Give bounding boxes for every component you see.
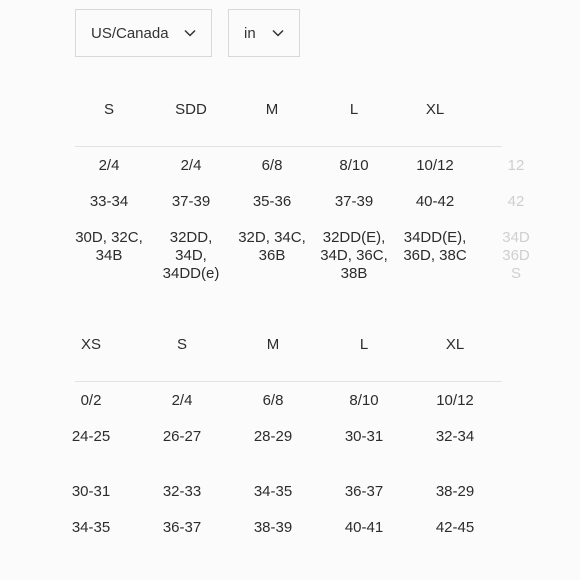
table-cell: 30D, 32C, 34B (75, 229, 143, 264)
chevron-down-icon (184, 27, 196, 39)
column-header: S (103, 101, 114, 118)
table-cell: 6/8 (262, 392, 284, 409)
column-header: XS (80, 336, 101, 353)
table-cell: 36-37 (162, 519, 202, 536)
table-cell: 24-25 (71, 428, 111, 445)
column-header: XL (425, 101, 445, 118)
header-divider (75, 146, 502, 147)
table-cell: 12 (507, 157, 525, 174)
column-header: S (176, 336, 187, 353)
column-header: XL (445, 336, 465, 353)
table-cell: 32DD(E), 34D, 36C, 38B (320, 229, 388, 282)
table-cell: 34-35 (71, 519, 111, 536)
table-cell: 28-29 (253, 428, 293, 445)
column-header: L (349, 101, 359, 118)
column-header: M (265, 101, 279, 118)
table-cell: 30-31 (71, 483, 111, 500)
region-select[interactable] (75, 9, 212, 57)
table-cell: 40-41 (344, 519, 384, 536)
table-cell: 32-34 (435, 428, 475, 445)
table-cell: 40-42 (415, 193, 455, 210)
table-cell: 42-45 (435, 519, 475, 536)
unit-select-value: in (244, 24, 256, 42)
table-cell: 2/4 (98, 157, 120, 174)
table-cell: 32DD, 34D, 34DD(e) (162, 229, 220, 282)
region-select-value: US/Canada (91, 24, 169, 42)
table-cell: 8/10 (339, 157, 369, 174)
table-cell: 37-39 (171, 193, 211, 210)
table-cell: 35-36 (252, 193, 292, 210)
table-cell: 0/2 (80, 392, 102, 409)
table-cell: 34-35 (253, 483, 293, 500)
table-cell: 10/12 (436, 392, 474, 409)
table-cell: 10/12 (416, 157, 454, 174)
table-cell: 32D, 34C, 36B (238, 229, 306, 264)
column-header: L (359, 336, 369, 353)
table-cell: 42 (507, 193, 525, 210)
table-cell: 38-39 (253, 519, 293, 536)
unit-select[interactable] (228, 9, 300, 57)
table-cell: 6/8 (261, 157, 283, 174)
table-cell: 36-37 (344, 483, 384, 500)
column-header: SDD (175, 101, 207, 118)
table-cell: 8/10 (349, 392, 379, 409)
table-cell: 30-31 (344, 428, 384, 445)
table-cell: 32-33 (162, 483, 202, 500)
table-cell: 33-34 (89, 193, 129, 210)
table-cell: 2/4 (180, 157, 202, 174)
column-header: M (266, 336, 280, 353)
table-cell: 38-29 (435, 483, 475, 500)
table-cell: 37-39 (334, 193, 374, 210)
scroll-fade (550, 0, 580, 580)
header-divider (75, 381, 502, 382)
table-cell: 34DD(E), 36D, 38C (403, 229, 467, 264)
chevron-down-icon (272, 27, 284, 39)
table-cell: 2/4 (171, 392, 193, 409)
table-cell: 26-27 (162, 428, 202, 445)
table-cell: 34D 36D S (502, 229, 530, 282)
